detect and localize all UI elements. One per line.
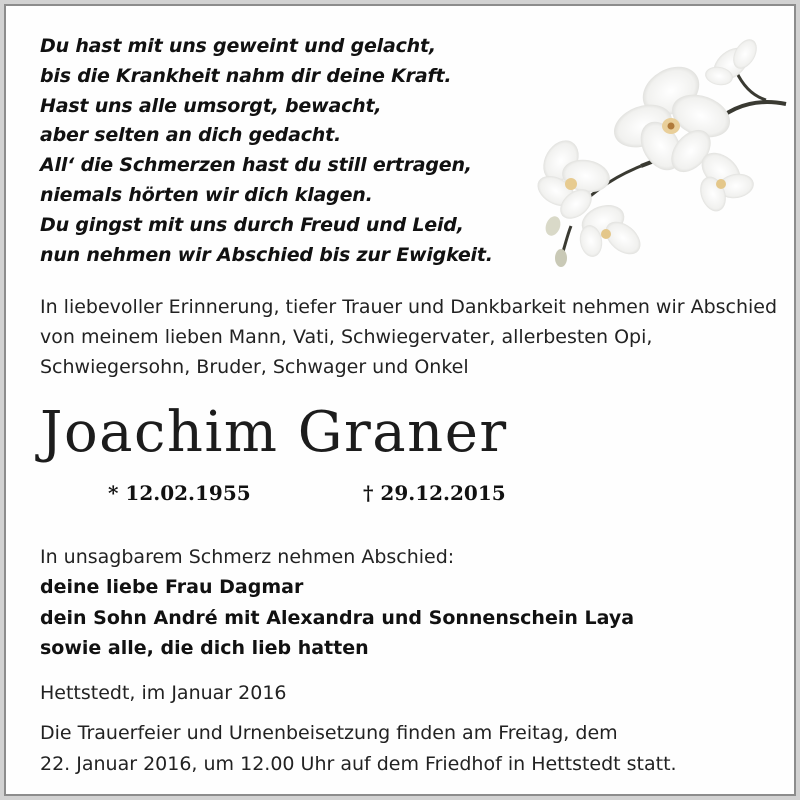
funeral-info: [40, 718, 785, 779]
poem-line: All‘ die Schmerzen hast du still ertragen,: [40, 154, 472, 177]
mourner-line: sowie alle, die dich lieb hatten: [40, 637, 369, 659]
funeral-line: 22. Januar 2016, um 12.00 Uhr auf dem Friedhof in Hettstedt statt.: [40, 752, 677, 775]
intro-text: In liebevoller Erinnerung, tiefer Trauer und Dankbarkeit nehmen wir Abschied von meinem lieben Mann, Vati, Schwiegervater, allerbesten Opi, Schwiegersohn, Bruder, Schwager und Onkel: [40, 296, 778, 378]
mourner-line: dein Sohn André mit Alexandra und Sonnenschein Laya: [40, 606, 635, 629]
mourner-line: deine liebe Frau Dagmar: [40, 576, 304, 598]
deceased-name: Joachim Graner: [40, 400, 508, 465]
mourners-list: [40, 572, 634, 664]
birth-date: * 12.02.1955: [108, 481, 251, 505]
poem-line: Du hast mit uns geweint und gelacht,: [40, 35, 436, 57]
poem-line: bis die Krankheit nahm dir deine Kraft.: [40, 64, 452, 87]
poem-line: Du gingst mit uns durch Freud und Leid,: [40, 213, 464, 236]
place-date: Hettstedt, im Januar 2016: [40, 682, 287, 704]
poem-line: Hast uns alle umsorgt, bewacht,: [40, 94, 382, 117]
poem-line: niemals hörten wir dich klagen.: [40, 183, 373, 206]
mourners-intro: In unsagbarem Schmerz nehmen Abschied:: [40, 546, 455, 568]
poem-line: aber selten an dich gedacht.: [40, 124, 341, 147]
obituary-card: [4, 4, 796, 796]
funeral-line: Die Trauerfeier und Urnenbeisetzung finden am Freitag, dem: [40, 722, 618, 744]
poem: [40, 32, 493, 270]
poem-line: nun nehmen wir Abschied bis zur Ewigkeit.: [40, 243, 493, 266]
death-date: † 29.12.2015: [363, 481, 506, 505]
white-orchid-icon: [531, 26, 791, 271]
